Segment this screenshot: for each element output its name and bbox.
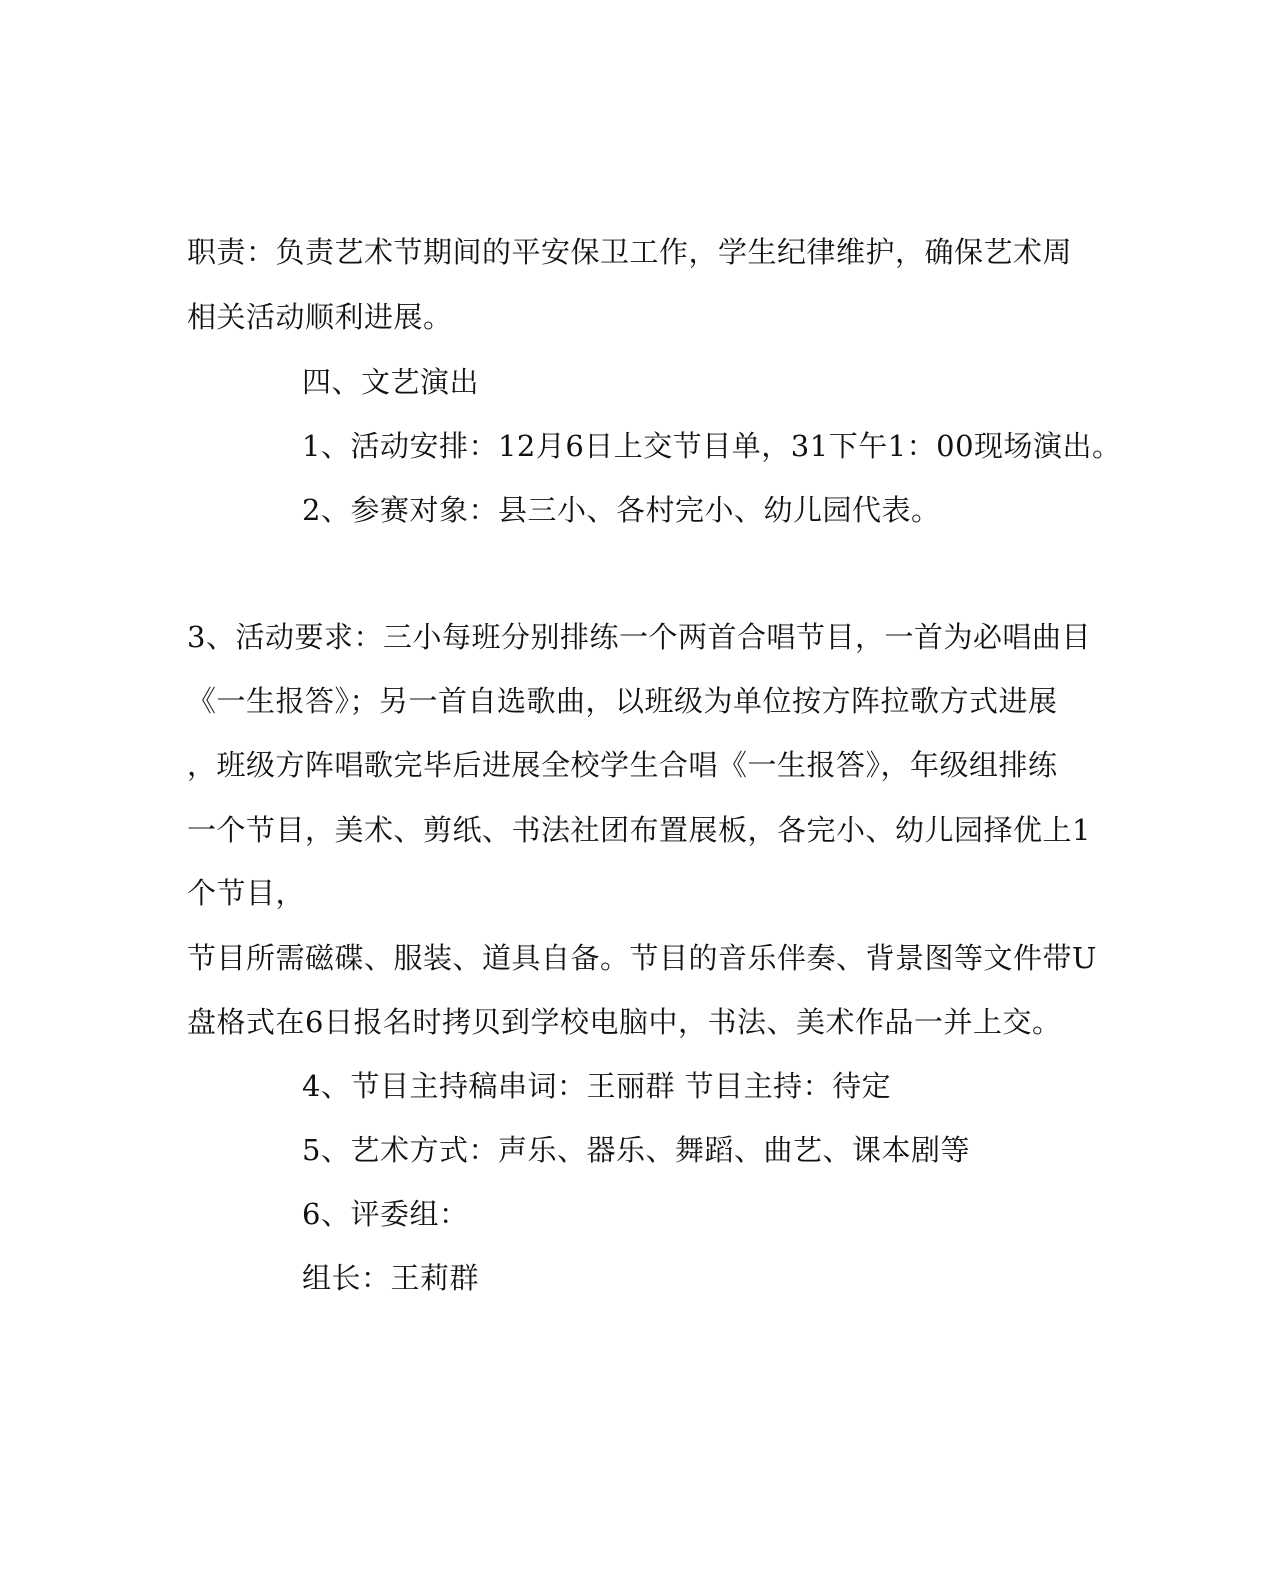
text-line-requirements-2: 《一生报答》；另一首自选歌曲，以班级为单位按方阵拉歌方式进展	[187, 684, 1058, 718]
text-line-duty: 职责：负责艺术节期间的平安保卫工作，学生纪律维护，确保艺术周	[187, 235, 1073, 269]
text-line-host: 4、节目主持稿串词：王丽群 节目主持：待定	[302, 1069, 892, 1103]
text-line-team-leader: 组长：王莉群	[302, 1261, 480, 1295]
text-line-schedule: 1、活动安排：12月6日上交节目单，31下午1：00现场演出。	[302, 429, 1122, 463]
text-line-requirements: 3、活动要求：三小每班分别排练一个两首合唱节目，一首为必唱曲目	[187, 620, 1091, 654]
text-line-requirements-3: ，班级方阵唱歌完毕后进展全校学生合唱《一生报答》，年级组排练	[187, 748, 1058, 782]
section-heading-performance: 四、文艺演出	[302, 365, 480, 399]
text-line-materials: 节目所需磁碟、服装、道具自备。节目的音乐伴奏、背景图等文件带U	[187, 941, 1097, 975]
text-line-requirements-4: 一个节目，美术、剪纸、书法社团布置展板，各完小、幼儿园择优上1	[187, 813, 1091, 847]
text-line-art-forms: 5、艺术方式：声乐、器乐、舞蹈、曲艺、课本剧等	[302, 1133, 970, 1167]
text-line-requirements-5: 个节目，	[187, 876, 306, 910]
text-line-duty-cont: 相关活动顺利进展。	[187, 300, 453, 334]
text-line-participants: 2、参赛对象：县三小、各村完小、幼儿园代表。	[302, 493, 941, 527]
text-line-materials-2: 盘格式在6日报名时拷贝到学校电脑中，书法、美术作品一并上交。	[187, 1005, 1062, 1039]
text-line-judges: 6、评委组：	[302, 1197, 469, 1231]
